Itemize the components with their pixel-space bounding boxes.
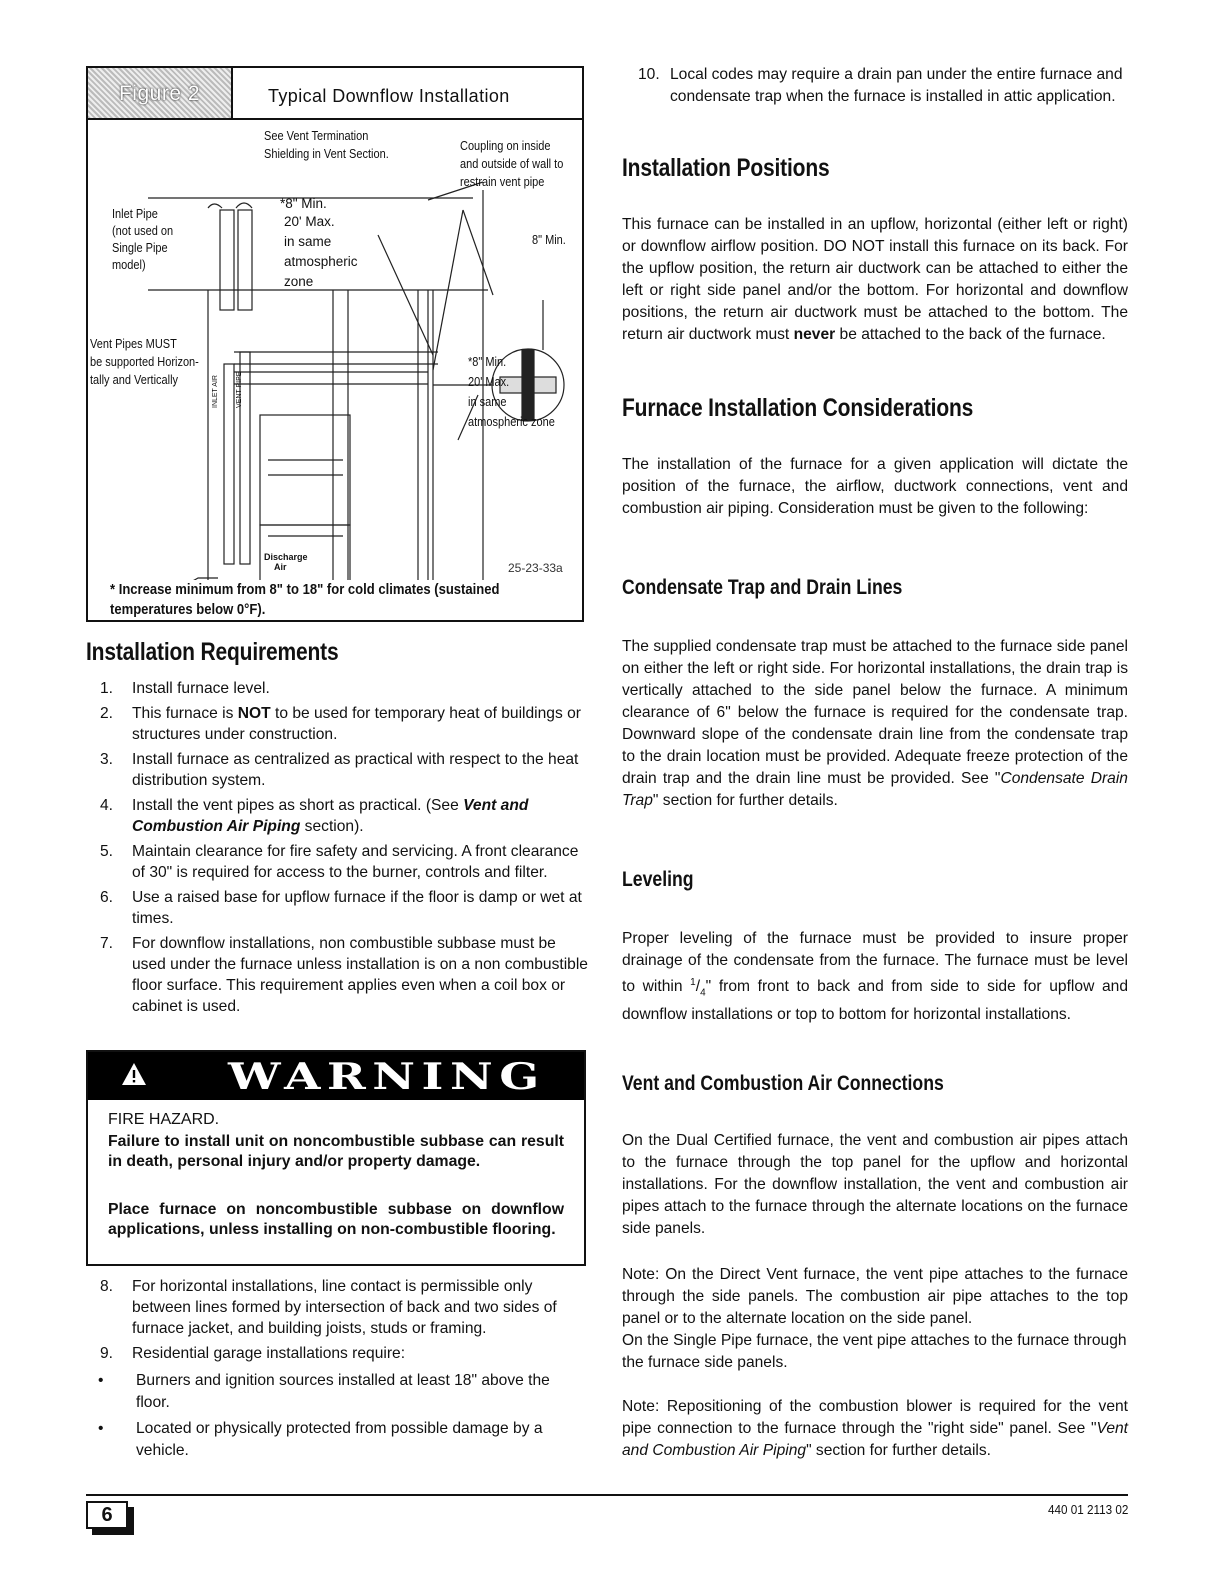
warning-box — [86, 1050, 586, 1266]
label-r-3: in same — [468, 395, 507, 409]
note-direct-vent: Note: On the Direct Vent furnace, the vent pipe attaches to the furnace through the side panels. The combustion air pipe attaches to the top panel or to the alternate location on the side panel. — [622, 1266, 1128, 1327]
label-coupling-2: and outside of wall to — [460, 157, 564, 171]
positions-heading: Installation Positions — [622, 154, 830, 182]
figure-tab — [88, 68, 233, 120]
install-req-heading: Installation Requirements — [86, 638, 339, 666]
list-item: 9. Residential garage installations require: — [100, 1345, 406, 1362]
label-shielding: Shielding in Vent Section. — [264, 147, 389, 161]
considerations-text: The installation of the furnace for a given application will dictate the position of the furnace, the airflow, ductwork connections, vent and combustion air piping. Consideration must be given to the following: — [622, 456, 1128, 517]
label-inlet-1: Inlet Pipe — [112, 207, 158, 221]
label-eight-min: 8" Min. — [532, 233, 566, 247]
vent-text: On the Dual Certified furnace, the vent and combustion air pipes attach to the furnace through the top panel for the upflow and horizontal installations. For the downflow installation, the vent and combustion air pipes attach to the furnace through the alternate locations on the furnace side panels. — [622, 1132, 1128, 1237]
label-vent-2: be supported Horizon- — [90, 355, 199, 369]
label-r-4: atmospheric zone — [468, 415, 555, 429]
warning-hazard: FIRE HAZARD. — [108, 1111, 220, 1128]
figure-tab-label: Figure 2 — [118, 82, 201, 105]
footer-rule — [86, 1494, 1128, 1496]
list-item: 6. Use a raised base for upflow furnace if the floor is damp or wet at times. — [100, 889, 582, 927]
label-min-4: atmospheric — [284, 254, 358, 269]
label-vent-3: tally and Vertically — [90, 373, 179, 387]
leveling-text: Proper leveling of the furnace must be provided to insure proper drainage of the condensate from the furnace. The furnace must be level to within $^1/_4$" from front to back and from side to side for upflow and downflow installations or top to bottom for horizontal installations. — [622, 930, 1128, 1024]
bullet-item: • Burners and ignition sources installed at least 18" above the floor. — [98, 1372, 550, 1411]
list-item: 5. Maintain clearance for fire safety and servicing. A front clearance of 30" is required for access to the burner, controls and filter. — [100, 843, 579, 881]
furnace-body — [260, 415, 350, 525]
label-vent-pipe: VENT PIPE — [236, 371, 243, 408]
warning-word: WARNING — [228, 1056, 546, 1098]
label-r-1: *8" Min. — [468, 355, 507, 369]
figure-2 — [86, 66, 584, 622]
label-discharge-2: Air — [274, 562, 287, 572]
label-inlet-2: (not used on — [112, 224, 174, 238]
inlet-pipe — [220, 210, 234, 310]
condensate-text: The supplied condensate trap must be attached to the furnace side panel on either the left or right side. For horizontal installations, the drain trap is vertically attached to the side panel below the furnace. A minimum clearance of 6" below the furnace is required for the condensate trap. Downward slope of the condensate drain line from the condensate trap to the drain location must be provided. Adequate freeze protection of the drain trap and the drain line must be provided. See "Condensate Drain Trap" section for further details. — [622, 638, 1128, 809]
page-number-box — [86, 1501, 128, 1529]
label-r-2: 20' Max. — [468, 375, 510, 389]
list-item: 7. For downflow installations, non combustible subbase must be used under the furnace unless installation is on a non combustible floor surface. This requirement applies even when a coil box or cabinet is used. — [100, 935, 588, 1015]
label-min-2: 20' Max. — [284, 214, 335, 229]
warning-p2: Place furnace on noncombustible subbase on downflow applications, unless installing on non-combustible flooring. — [108, 1201, 564, 1238]
condensate-heading: Condensate Trap and Drain Lines — [622, 576, 903, 599]
label-see-vent: See Vent Termination — [264, 129, 369, 143]
list-item: 2. This furnace is NOT to be used for temporary heat of buildings or structures under construction. — [100, 705, 581, 743]
vent-pipe — [238, 210, 252, 310]
list-item: 3. Install furnace as centralized as practical with respect to the heat distribution system. — [100, 751, 579, 789]
label-min-1: *8" Min. — [280, 196, 327, 211]
figure-note: * Increase minimum from 8" to 18" for cold climates (sustained temperatures below 0°F). — [110, 582, 500, 618]
install-req-list-cont — [86, 1276, 590, 1368]
warning-p1: Failure to install unit on noncombustible subbase can result in death, personal injury and/or property damage. — [108, 1133, 564, 1170]
label-inlet-air: INLET AIR — [212, 375, 219, 408]
bullet-item: • Located or physically protected from possible damage by a vehicle. — [98, 1420, 543, 1459]
label-inlet-4: model) — [112, 258, 146, 272]
label-vent-1: Vent Pipes MUST — [90, 337, 177, 351]
figure-code: 25-23-33a — [508, 561, 563, 575]
note-repositioning: Note: Repositioning of the combustion blower is required for the vent pipe connection to the furnace through the "right side" panel. See "Vent and Combustion Air Piping" section for further details. — [622, 1398, 1128, 1459]
considerations-heading: Furnace Installation Considerations — [622, 394, 974, 422]
note-single-pipe: On the Single Pipe furnace, the vent pipe attaches to the furnace through the furnace side panels. — [622, 1332, 1127, 1371]
install-req-list — [86, 678, 590, 1021]
list-item: 8. For horizontal installations, line contact is permissible only between lines formed by intersection of back and two sides of furnace jacket, and building joists, studs or framing. — [100, 1278, 557, 1337]
positions-text: This furnace can be installed in an upflow, horizontal (either left or right) or downflow airflow position. DO NOT install this furnace on its back. For the upflow position, the return air ductwork can be attached to either the left or right side panel and/or the bottom. For horizontal and downflow positions, the return air ductwork must be attached to the bottom. The return air ductwork must never be attached to the back of the furnace. — [622, 216, 1128, 343]
label-discharge-1: Discharge — [264, 552, 308, 562]
list-item: 4. Install the vent pipes as short as practical. (See Vent and Combustion Air Piping section). — [100, 797, 529, 835]
label-coupling-3: restrain vent pipe — [460, 175, 545, 189]
figure-title: Typical Downflow Installation — [268, 86, 510, 106]
item-10: 10. Local codes may require a drain pan under the entire furnace and condensate trap when the furnace is installed in attic application. — [638, 66, 1123, 105]
vent-heading: Vent and Combustion Air Connections — [622, 1072, 944, 1095]
label-coupling-1: Coupling on inside — [460, 139, 551, 153]
label-min-3: in same — [284, 234, 332, 249]
page-number: 6 — [101, 1504, 113, 1526]
warning-triangle-icon — [121, 1062, 147, 1086]
label-min-5: zone — [284, 274, 314, 289]
leveling-heading: Leveling — [622, 868, 694, 891]
document-number: 440 01 2113 02 — [1047, 1502, 1128, 1517]
label-inlet-3: Single Pipe — [112, 241, 168, 255]
list-item: 1. Install furnace level. — [100, 680, 270, 697]
